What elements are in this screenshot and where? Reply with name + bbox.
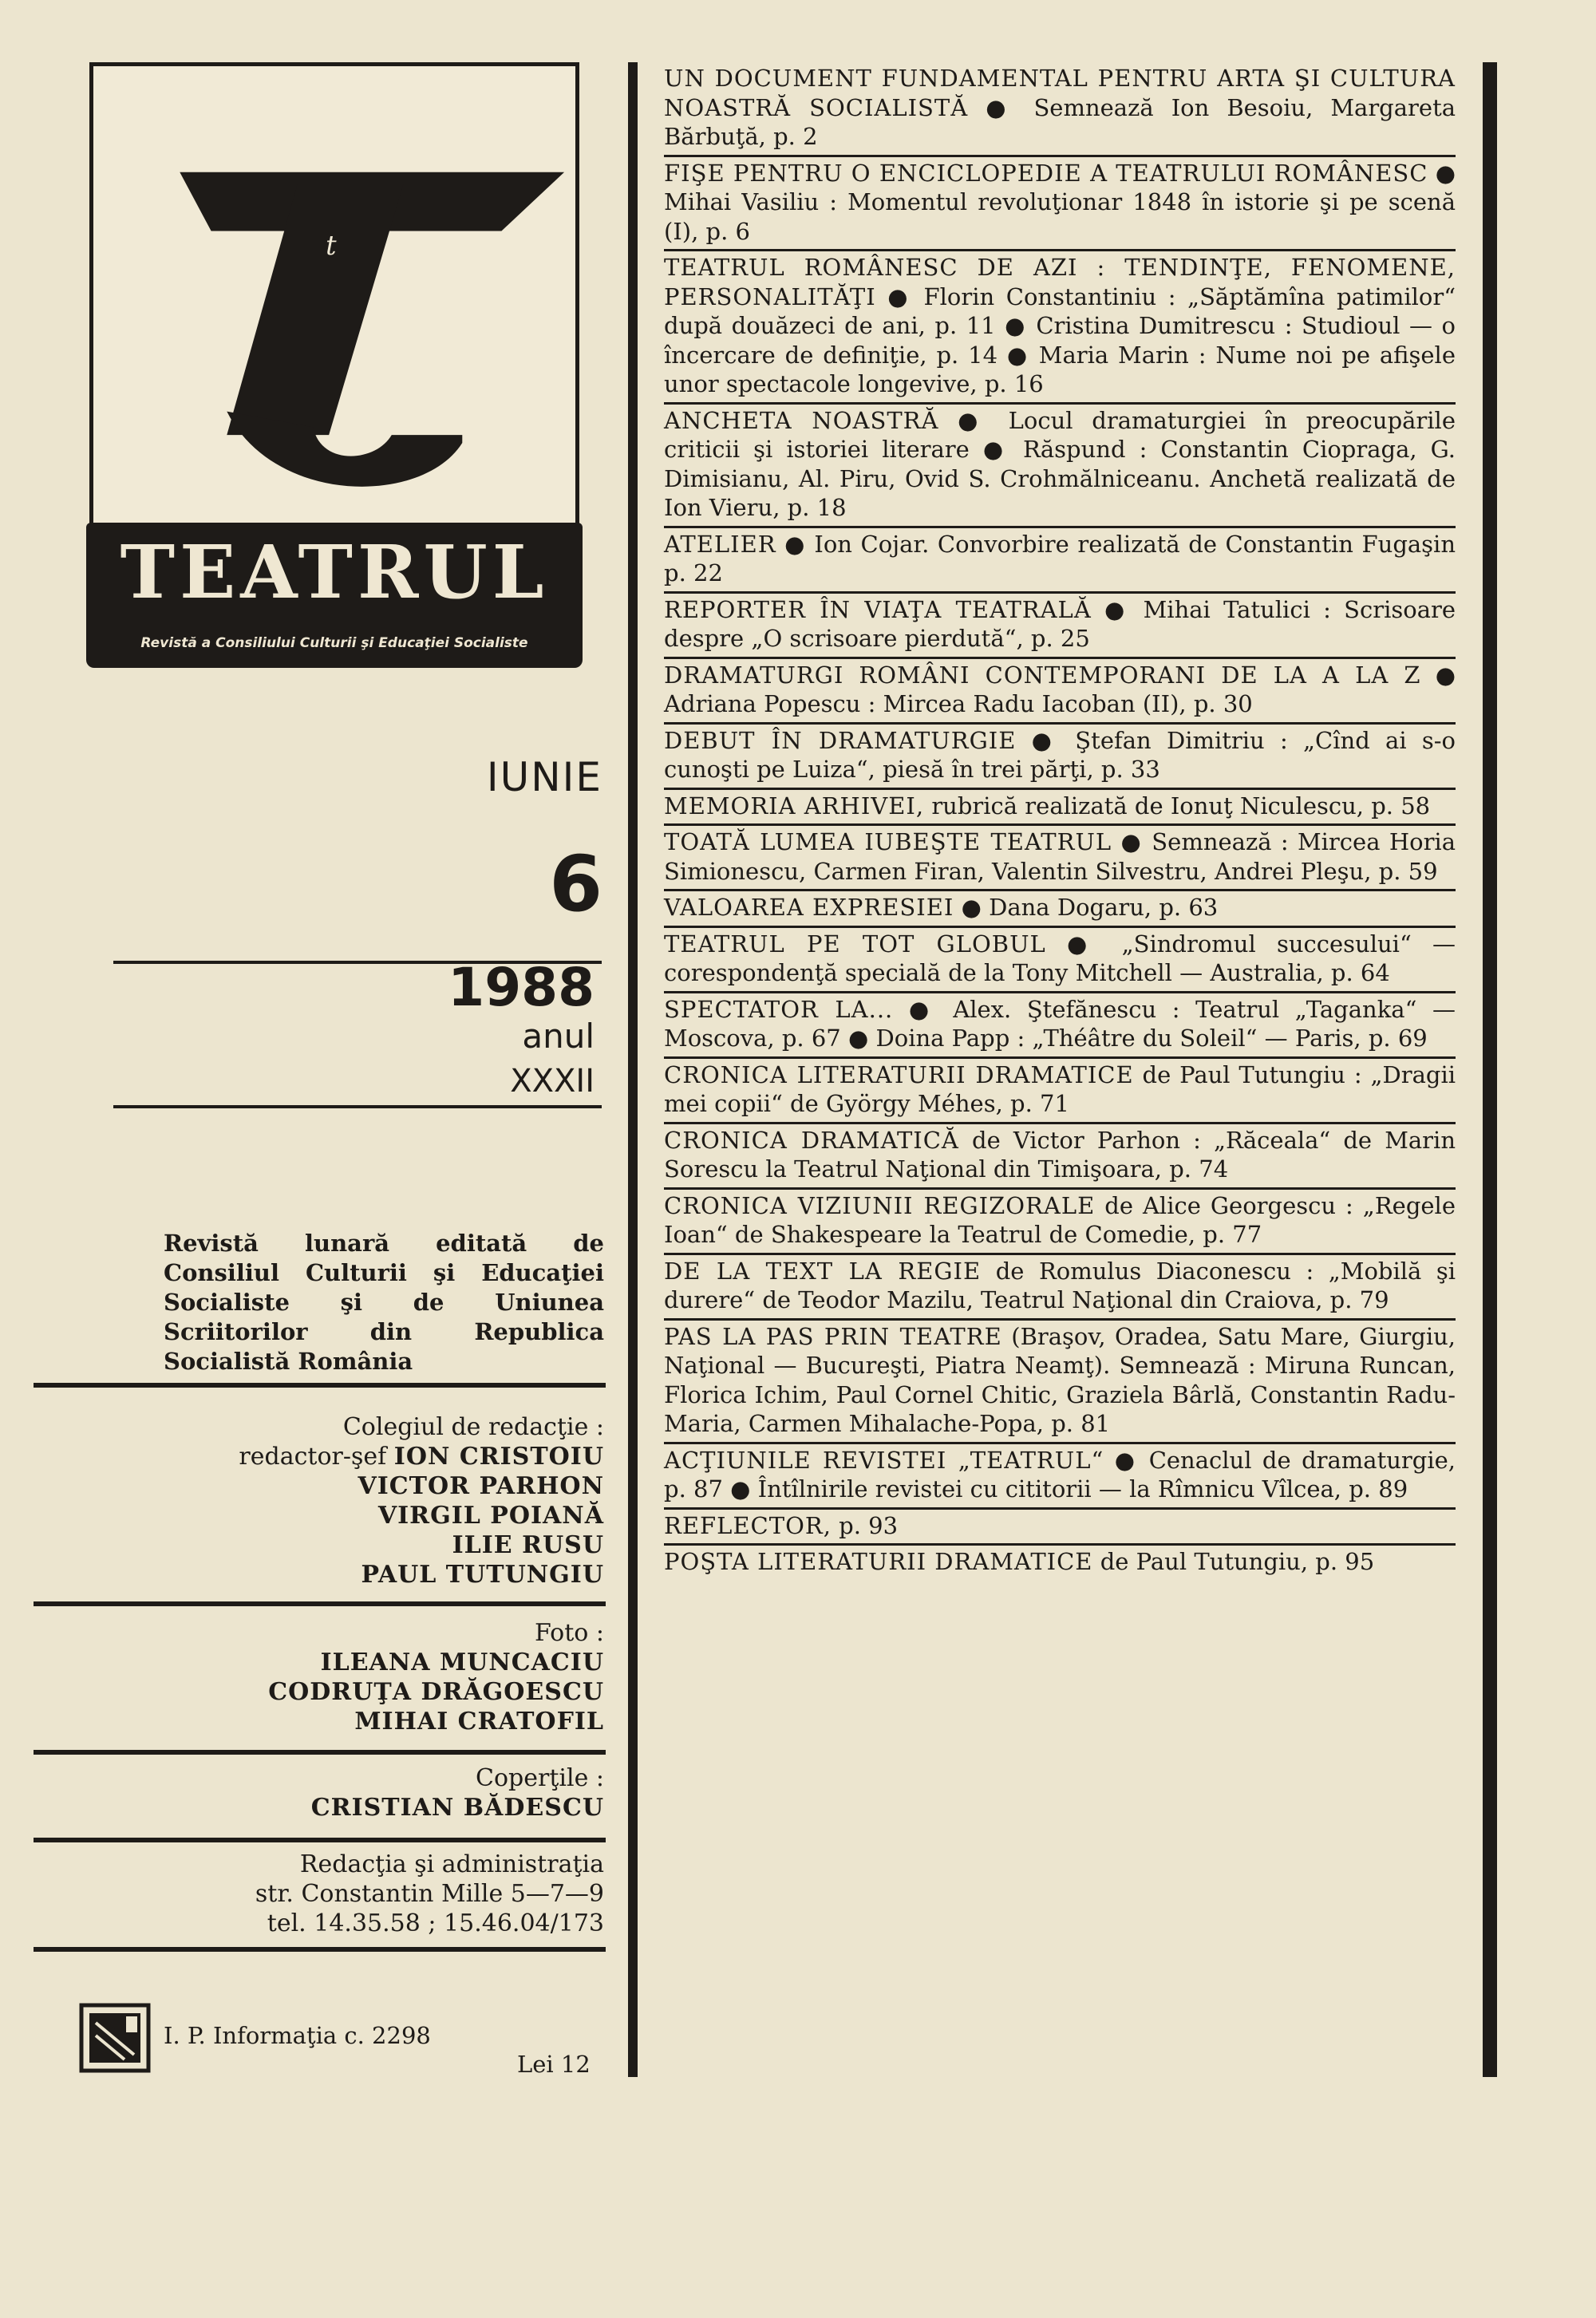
toc-section-title: TEATRUL PE TOT GLOBUL [664,930,1046,958]
publisher-description: Revistă lunară editată de Consiliul Culturii şi Educaţiei Socialiste şi de Uniunea Scriitorilor din Republica Socialistă România [164,1230,604,1375]
toc-entry [664,725,1456,790]
printer-logo-icon [78,1999,155,2075]
divider-rule [34,1601,606,1606]
toc-entry-details: Dana Dogaru, p. 63 [989,894,1219,921]
toc-entry [664,1124,1456,1190]
board-member: VIRGIL POIANĂ [377,1502,604,1530]
toc-entry [664,1546,1456,1580]
toc-entry [664,405,1456,528]
toc-entry [664,1510,1456,1546]
toc-entry-details: Alex. Ştefănescu : Teatrul „Taganka“ — Moscova, p. 67 ● Doina Papp : „Théâtre du Soleil“ — Paris, p. 69 [664,995,1456,1052]
toc-entry-details: Locul dramaturgiei în preocupările criticii şi istoriei literare ● Răspund : Constantin Ciopraga, G. Dimisianu, Al. Piru, Ovid S. Crohmălniceanu. Anchetă realizată de Ion Vieru, p. 18 [664,406,1456,521]
toc-entry-details: de Paul Tutungiu : „Dragii mei copii“ de György Méhes, p. 71 [664,1060,1456,1117]
board-member: ILIE RUSU [452,1531,604,1559]
toc-section-title: POŞTA LITERATURII DRAMATICE [664,1548,1093,1575]
bullet-icon: ● [887,282,912,310]
issue-month: IUNIE [486,754,602,800]
issue-year: 1988 [448,957,595,1018]
toc-entry [664,251,1456,405]
photographer-name: ILEANA MUNCACIU [320,1649,604,1676]
bullet-icon: ● [908,995,938,1023]
toc-entry-details: de Romulus Diaconescu : „Mobilă şi durere“ de Teodor Mazilu, Teatrul Naţional din Craiova, p. 79 [664,1257,1456,1313]
address-line: str. Constantin Mille 5—7—9 [255,1880,604,1908]
toc-section-title: ATELIER [664,530,776,558]
toc-section-title: REFLECTOR, [664,1511,832,1539]
toc-section-title: ANCHETA NOASTRĂ [664,406,939,434]
toc-entry [664,1190,1456,1255]
table-of-contents [664,62,1456,1580]
toc-section-title: PAS LA PAS PRIN TEATRE [664,1322,1002,1350]
toc-entry-details: de Alice Georgescu : „Regele Ioan“ de Shakespeare la Teatrul de Comedie, p. 77 [664,1191,1456,1248]
toc-section-title: UN DOCUMENT FUNDAMENTAL PENTRU ARTA ŞI CULTURA NOASTRĂ SOCIALISTĂ [664,65,1456,121]
svg-text:t: t [326,230,337,261]
photographer-name: MIHAI CRATOFIL [354,1708,604,1736]
toc-entry-details: de Paul Tutungiu, p. 95 [1100,1548,1375,1575]
toc-left-border [628,62,638,2077]
toc-entry [664,62,1456,157]
photo-credits-heading: Foto : [535,1619,604,1647]
toc-entry-details: Florin Constantiniu : „Săptămîna patimilor“ după douăzeci de ani, p. 11 ● Cristina Dumitrescu : Studioul — o încercare de definiţie, p. 14 ● Maria Marin : Nume noi pe afişele unor spectacole longevive, p. 16 [664,282,1456,397]
masthead-title-band [86,523,583,618]
toc-section-title: DRAMATURGI ROMÂNI CONTEMPORANI DE LA A LA Z [664,661,1421,689]
toc-entry-details: de Victor Parhon : „Răceala“ de Marin Sorescu la Teatrul Naţional din Timişoara, p. 74 [664,1126,1456,1183]
toc-entry [664,659,1456,725]
toc-entry-details: Ion Cojar. Convorbire realizată de Constantin Fugaşin p. 22 [664,530,1456,586]
bullet-icon: ● [958,406,990,434]
bullet-icon: ● [961,894,982,921]
magazine-title: TEATRUL [120,529,549,615]
toc-entry [664,826,1456,891]
toc-entry [664,1059,1456,1124]
toc-right-border [1483,62,1497,2077]
editor-in-chief-label: redactor-şef [239,1443,387,1471]
board-member: PAUL TUTUNGIU [361,1561,604,1589]
toc-entry [664,891,1456,928]
toc-section-title: VALOAREA EXPRESIEI [664,894,954,921]
photographer-name: CODRUŢA DRĂGOESCU [268,1678,604,1706]
toc-entry-details: Semnează : Mircea Horia Simionescu, Carmen Firan, Valentin Silvestru, Andrei Pleşu, p. 59 [664,828,1456,885]
board-member: VICTOR PARHON [358,1472,604,1500]
bullet-icon: ● [784,530,806,558]
toc-section-title: TEATRUL ROMÂNESC DE AZI : TENDINŢE, FENOMENE, PERSONALITĂŢI [664,254,1456,310]
bullet-icon: ● [1067,930,1101,958]
bullet-icon: ● [1435,661,1456,689]
editorial-board-heading: Colegiul de redacţie : [342,1413,604,1441]
toc-entry-details: Cenaclul de dramaturgie, p. 87 ● Întîlnirile revistei cu cititorii — la Rîmnicu Vîlcea, p. 89 [664,1446,1456,1503]
issue-volume: XXXII [510,1063,595,1100]
toc-entry [664,1444,1456,1510]
toc-section-title: SPECTATOR LA... [664,995,894,1023]
divider-rule [34,1838,606,1842]
masthead-tagline: Revistă a Consiliului Culturii şi Educaţiei Socialiste [86,618,583,668]
editor-in-chief-line [160,1442,604,1471]
toc-entry [664,1321,1456,1444]
toc-section-title: CRONICA VIZIUNII REGIZORALE [664,1191,1096,1219]
toc-entry-details: (Braşov, Oradea, Satu Mare, Giurgiu, Naţional — Bucureşti, Piatra Neamţ). Semnează : Miruna Runcan, Florica Ichim, Paul Cornel Chitic, Graziela Bârlă, Constantin Radu-Maria, Carmen Mihalache-Popa, p. 81 [664,1322,1456,1437]
issue-number: 6 [549,839,602,929]
divider-rule [34,1383,606,1388]
toc-section-title: TOATĂ LUMEA IUBEŞTE TEATRUL [664,828,1112,855]
bullet-icon: ● [986,93,1017,121]
toc-entry [664,594,1456,659]
toc-section-title: MEMORIA ARHIVEI, [664,792,925,819]
cover-credits-heading: Coperţile : [476,1764,604,1792]
toc-entry-details: Mihai Vasiliu : Momentul revoluţionar 1848 în istorie şi pe scenă (I), p. 6 [664,188,1456,245]
address-line: Redacţia şi administraţia [299,1850,604,1878]
toc-entry-details: Adriana Popescu : Mircea Radu Iacoban (II), p. 30 [664,690,1253,717]
toc-section-title: REPORTER ÎN VIAŢA TEATRALĂ [664,595,1092,623]
toc-section-title: DEBUT ÎN DRAMATURGIE [664,726,1017,754]
address-phone: tel. 14.35.58 ; 15.46.04/173 [267,1909,604,1937]
toc-entry [664,528,1456,594]
toc-section-title: CRONICA DRAMATICĂ [664,1126,959,1154]
divider-rule [34,1947,606,1952]
masthead-logo [89,62,579,541]
editorial-address [160,1850,604,1938]
toc-section-title: ACŢIUNILE REVISTEI „TEATRUL“ [664,1446,1104,1474]
toc-entry-details: p. 93 [839,1511,899,1539]
bullet-icon: ● [1435,159,1456,187]
photo-credits [160,1618,604,1736]
toc-entry [664,928,1456,993]
toc-entry-details: Ştefan Dimitriu : „Cînd ai s-o cunoşti pe Luiza“, piesă în trei părţi, p. 33 [664,726,1456,783]
toc-section-title: CRONICA LITERATURII DRAMATICE [664,1060,1134,1088]
bullet-icon: ● [1114,1446,1139,1474]
cover-credits [160,1763,604,1822]
bullet-icon: ● [1031,726,1061,754]
toc-section-title: FIŞE PENTRU O ENCICLOPEDIE A TEATRULUI ROMÂNESC [664,159,1428,187]
divider-rule [34,1750,606,1755]
toc-entry [664,1255,1456,1321]
teatrul-t-logo-icon [93,66,575,537]
toc-entry-details: Mihai Tatulici : Scrisoare despre „O scrisoare pierdută“, p. 25 [664,595,1456,652]
issue-price: Lei 12 [517,2051,591,2078]
editorial-board [160,1412,604,1589]
toc-entry-details: rubrică realizată de Ionuţ Niculescu, p. 58 [931,792,1431,819]
bullet-icon: ● [1104,595,1131,623]
cover-artist-name: CRISTIAN BĂDESCU [310,1794,604,1822]
toc-entry-details: Semnează Ion Besoiu, Margareta Bărbuţă, p. 2 [664,93,1456,150]
toc-entry [664,157,1456,252]
editor-in-chief-name: ION CRISTOIU [393,1443,604,1471]
bullet-icon: ● [1120,828,1143,855]
issue-rule-bottom [113,1105,602,1108]
toc-section-title: DE LA TEXT LA REGIE [664,1257,982,1285]
issue-year-label: anul [522,1017,595,1056]
printer-info: I. P. Informaţia c. 2298 [164,2022,431,2049]
toc-entry [664,790,1456,827]
toc-entry-details: „Sindromul succesului“ — corespondenţă specială de la Tony Mitchell — Australia, p. 64 [664,930,1456,986]
toc-entry [664,993,1456,1059]
